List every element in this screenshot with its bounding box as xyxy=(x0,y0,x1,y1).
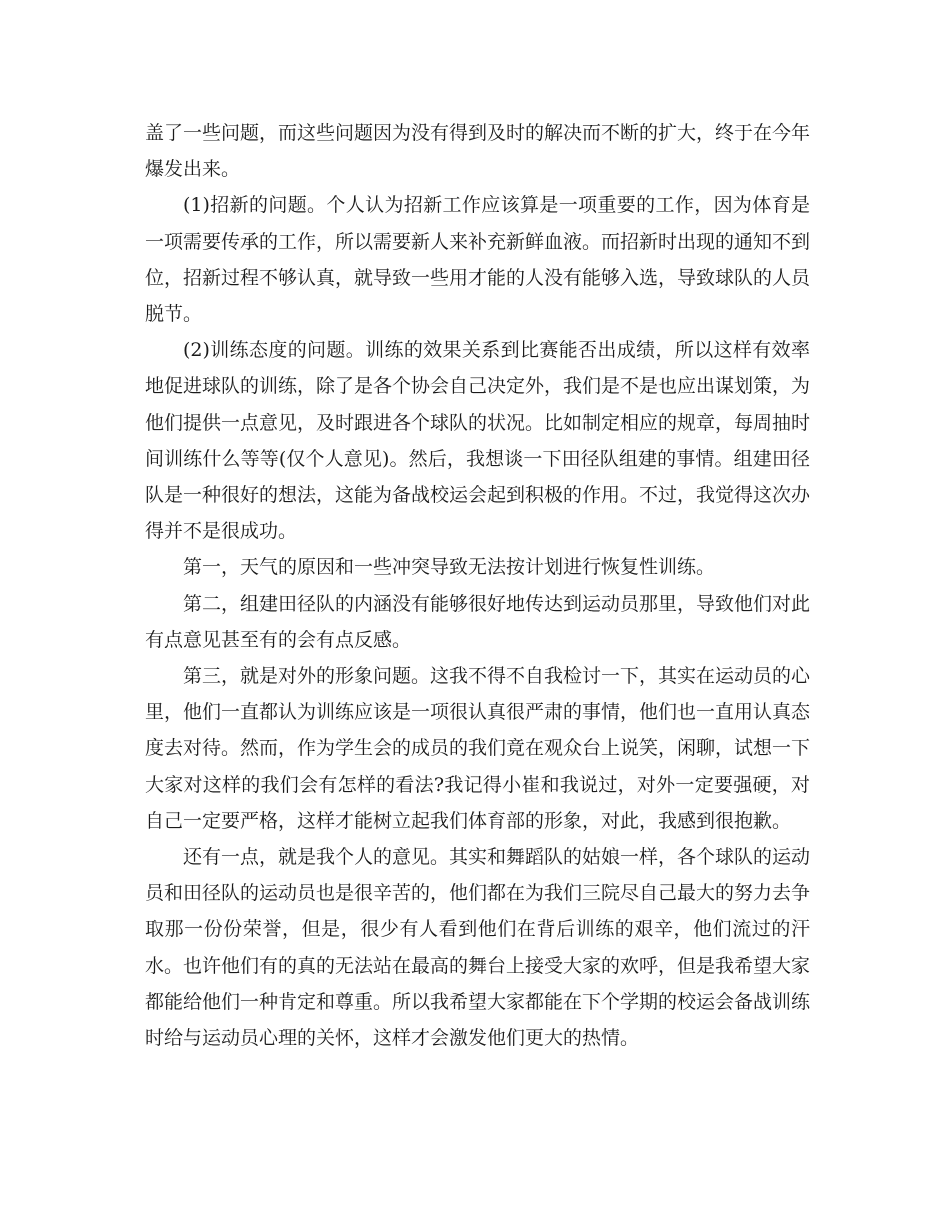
paragraph-third-point: 第三，就是对外的形象问题。这我不得不自我检讨一下，其实在运动员的心里，他们一直都认为训练应该是一项很认真很严肃的事情，他们也一直用认真态度去对待。然而，作为学生会的成员的我们竟在观众台上说笑，闲聊，试想一下大家对这样的我们会有怎样的看法?我记得小崔和我说过，对外一定要强硬，对自己一定要严格，这样才能树立起我们体育部的形象，对此，我感到很抱歉。 xyxy=(145,665,811,832)
paragraph-second-point: 第二，组建田径队的内涵没有能够很好地传达到运动员那里，导致他们对此有点意见甚至有的会有点反感。 xyxy=(145,592,811,651)
document-body xyxy=(145,115,810,1056)
paragraph-training-attitude: (2)训练态度的问题。训练的效果关系到比赛能否出成绩，所以这样有效率地促进球队的训练，除了是各个协会自己决定外，我们是不是也应出谋划策，为他们提供一点意见，及时跟进各个球队的状况。比如制定相应的规章，每周抽时间训练什么等等(仅个人意见)。然后，我想谈一下田径队组建的事情。组建田径队是一种很好的想法，这能为备战校运会起到积极的作用。不过，我觉得这次办得并不是很成功。 xyxy=(145,339,811,543)
paragraph-recruitment-issue: (1)招新的问题。个人认为招新工作应该算是一项重要的工作，因为体育是一项需要传承的工作，所以需要新人来补充新鲜血液。而招新时出现的通知不到位，招新过程不够认真，就导致一些用才能的人没有能够入选，导致球队的人员脱节。 xyxy=(145,194,811,326)
paragraph-first-point: 第一，天气的原因和一些冲突导致无法按计划进行恢复性训练。 xyxy=(183,556,716,579)
paragraph-personal-opinion: 还有一点，就是我个人的意见。其实和舞蹈队的姑娘一样，各个球队的运动员和田径队的运动员也是很辛苦的，他们都在为我们三院尽自己最大的努力去争取那一份份荣誉，但是，很少有人看到他们在背后训练的艰辛，他们流过的汗水。也许他们有的真的无法站在最高的舞台上接受大家的欢呼，但是我希望大家都能给他们一种肯定和尊重。所以我希望大家都能在下个学期的校运会备战训练时给与运动员心理的关怀，这样才会激发他们更大的热情。 xyxy=(145,846,811,1050)
paragraph-continuation: 盖了一些问题，而这些问题因为没有得到及时的解决而不断的扩大，终于在今年爆发出来。 xyxy=(145,122,811,181)
